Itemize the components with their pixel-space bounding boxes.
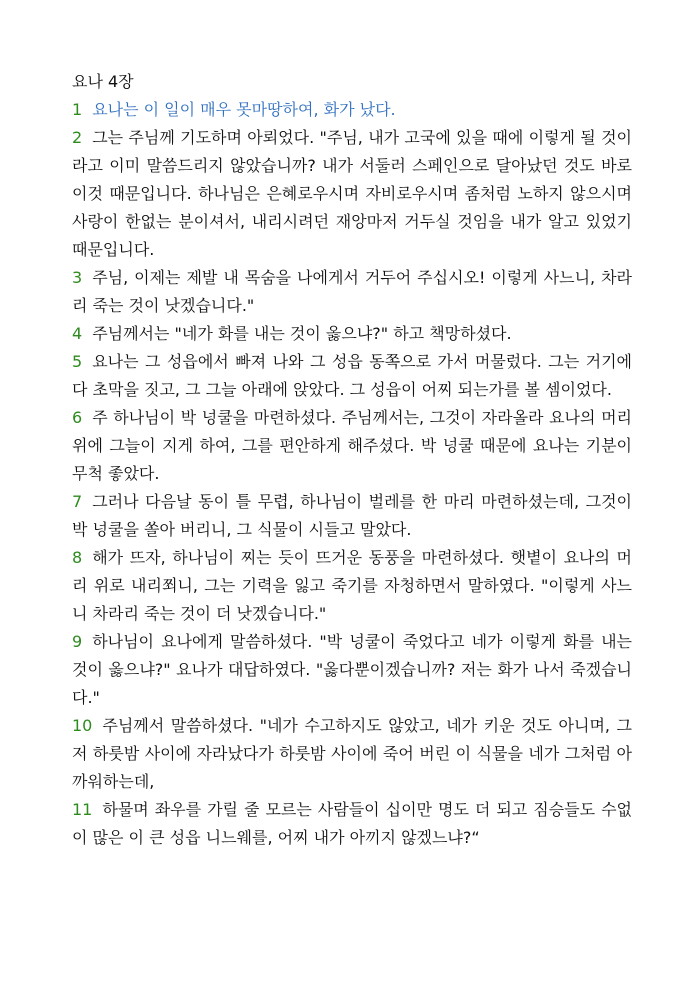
verse-11 xyxy=(72,796,632,852)
verse-number: 5 xyxy=(72,352,83,371)
verse-number: 4 xyxy=(72,324,83,343)
verse-10 xyxy=(72,712,632,796)
verse-text: 그러나 다음날 동이 틀 무렵, 하나님이 벌레를 한 마리 마련하셨는데, 그것이 박 넝쿨을 쏠아 버리니, 그 식물이 시들고 말았다. xyxy=(72,492,632,539)
verse-text: 요나는 그 성읍에서 빠져 나와 그 성읍 동쪽으로 가서 머물렀다. 그는 거기에다 초막을 짓고, 그 그늘 아래에 앉았다. 그 성읍이 어찌 되는가를 볼 셈이었다. xyxy=(72,352,632,399)
verse-1 xyxy=(72,96,632,124)
verse-text: 그는 주님께 기도하며 아뢰었다. "주님, 내가 고국에 있을 때에 이렇게 될 것이라고 이미 말씀드리지 않았습니까? 내가 서둘러 스페인으로 달아났던 것도 바로 이것 때문입니다. 하나님은 은혜로우시며 자비로우시며 좀처럼 노하지 않으시며 사랑이 한없는 분이셔서, 내리시려던 재앙마저 거두실 것임을 내가 알고 있었기 때문입니다. xyxy=(72,128,632,259)
verse-number: 9 xyxy=(72,632,83,651)
verse-2 xyxy=(72,124,632,264)
verse-4 xyxy=(72,320,632,348)
verse-number: 1 xyxy=(72,100,83,119)
verse-text: 하나님이 요나에게 말씀하셨다. "박 넝쿨이 죽었다고 네가 이렇게 화를 내는 것이 옳으냐?" 요나가 대답하였다. "옳다뿐이겠습니까? 저는 화가 나서 죽겠습니다." xyxy=(72,632,632,707)
verse-9 xyxy=(72,628,632,712)
verse-text: 하물며 좌우를 가릴 줄 모르는 사람들이 십이만 명도 더 되고 짐승들도 수없이 많은 이 큰 성읍 니느웨를, 어찌 내가 아끼지 않겠느냐?“ xyxy=(72,800,632,847)
document-page xyxy=(72,68,632,852)
verse-number: 7 xyxy=(72,492,83,511)
verse-8 xyxy=(72,544,632,628)
verse-3 xyxy=(72,264,632,320)
verse-5 xyxy=(72,348,632,404)
verse-text: 주님, 이제는 제발 내 목숨을 나에게서 거두어 주십시오! 이렇게 사느니, 차라리 죽는 것이 낫겠습니다." xyxy=(72,268,632,315)
verse-number: 8 xyxy=(72,548,83,567)
verse-number: 6 xyxy=(72,408,83,427)
verse-6 xyxy=(72,404,632,488)
chapter-title: 요나 4장 xyxy=(72,72,134,91)
verse-number: 11 xyxy=(72,800,93,819)
verse-number: 10 xyxy=(72,716,93,735)
verse-text: 주님께서는 "네가 화를 내는 것이 옳으냐?" 하고 책망하셨다. xyxy=(92,324,512,343)
verse-text: 주님께서 말씀하셨다. "네가 수고하지도 않았고, 네가 키운 것도 아니며, 그저 하룻밤 사이에 자라났다가 하룻밤 사이에 죽어 버린 이 식물을 네가 그처럼 아까워하는데, xyxy=(72,716,632,791)
verse-text: 해가 뜨자, 하나님이 찌는 듯이 뜨거운 동풍을 마련하셨다. 햇볕이 요나의 머리 위로 내리쬐니, 그는 기력을 잃고 죽기를 자청하면서 말하였다. "이렇게 사느니 차라리 죽는 것이 더 낫겠습니다." xyxy=(72,548,632,623)
verse-text: 요나는 이 일이 매우 못마땅하여, 화가 났다. xyxy=(92,100,396,119)
verse-7 xyxy=(72,488,632,544)
verse-number: 2 xyxy=(72,128,83,147)
verse-text: 주 하나님이 박 넝쿨을 마련하셨다. 주님께서는, 그것이 자라올라 요나의 머리 위에 그늘이 지게 하여, 그를 편안하게 해주셨다. 박 넝쿨 때문에 요나는 기분이 무척 좋았다. xyxy=(72,408,632,483)
verse-number: 3 xyxy=(72,268,83,287)
